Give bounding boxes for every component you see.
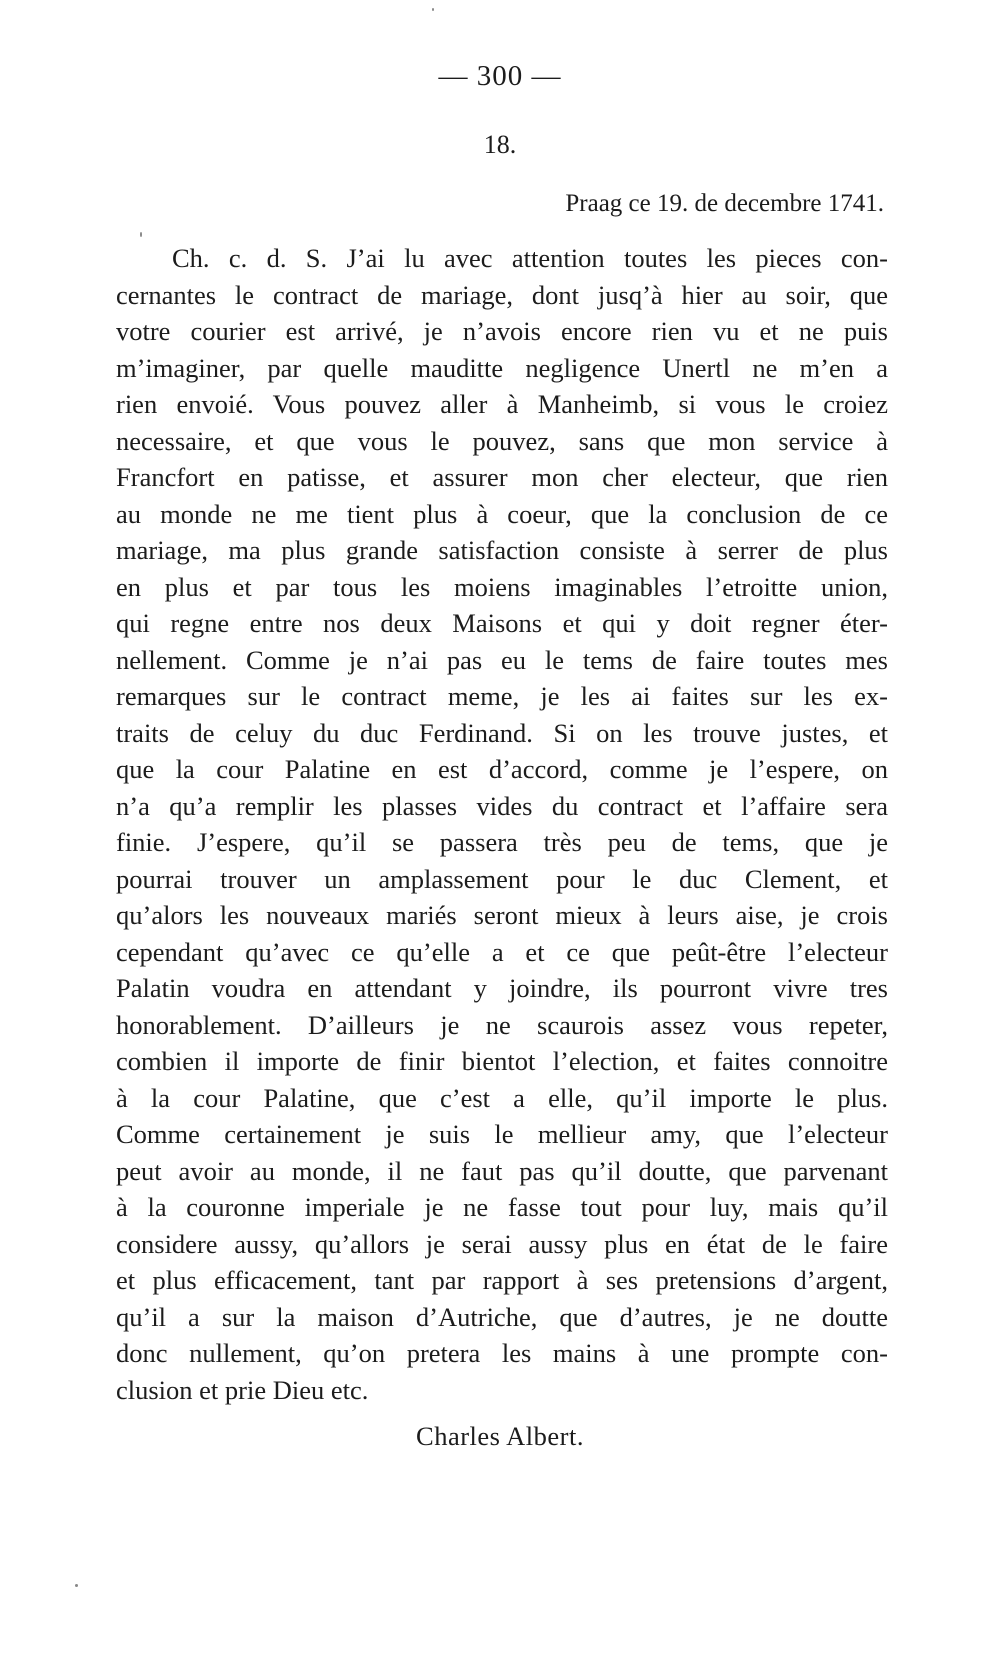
letter-number: 18.	[483, 130, 517, 159]
body-line: honorablement. D’ailleurs je ne scaurois assez vous repeter,	[116, 1009, 888, 1040]
body-line: Francfort en patisse, et assurer mon cher electeur, que rien	[116, 462, 888, 492]
scan-speck	[75, 1584, 78, 1587]
body-line: mariage, ma plus grande satisfaction consiste à serrer de plus	[116, 535, 888, 565]
body-line: en plus et par tous les moiens imaginables l’etroitte union,	[116, 571, 888, 602]
body-line: combien il importe de finir bientot l’election, et faites connoitre	[116, 1046, 888, 1076]
body-line: pourrai trouver un amplassement pour le duc Clement, et	[116, 863, 888, 894]
body-line: votre courier est arrivé, je n’avois encore rien vu et ne puis	[116, 316, 888, 346]
body-line: à la cour Palatine, que c’est a elle, qu’il importe le plus.	[116, 1082, 888, 1113]
body-line: remarques sur le contract meme, je les ai faites sur les ex-	[116, 681, 888, 711]
scan-speck	[140, 232, 142, 237]
body-line: donc nullement, qu’on pretera les mains à une prompte con-	[116, 1338, 888, 1368]
body-line: rien envoié. Vous pouvez aller à Manheimb, si vous le croiez	[116, 389, 888, 419]
body-line: peut avoir au monde, il ne faut pas qu’il doutte, que parvenant	[116, 1155, 888, 1186]
body-line: à la couronne imperiale je ne fasse tout pour luy, mais qu’il	[116, 1192, 888, 1222]
body-line: qu’alors les nouveaux mariés seront mieux à leurs aise, je crois	[116, 900, 888, 930]
body-line: cernantes le contract de mariage, dont jusq’à hier au soir, que	[116, 279, 888, 310]
body-line: necessaire, et que vous le pouvez, sans que mon service à	[116, 425, 888, 456]
body-line: Ch. c. d. S. J’ai lu avec attention toutes les pieces con-	[172, 243, 888, 273]
signature: Charles Albert.	[416, 1421, 584, 1451]
body-line: clusion et prie Dieu etc.	[116, 1374, 369, 1405]
body-line: qu’il a sur la maison d’Autriche, que d’autres, je ne doutte	[116, 1301, 888, 1332]
body-line: que la cour Palatine en est d’accord, comme je l’espere, on	[116, 754, 888, 784]
body-line: et plus efficacement, tant par rapport à ses pretensions d’argent,	[116, 1265, 888, 1295]
body-line: finie. J’espere, qu’il se passera très peu de tems, que je	[116, 827, 888, 857]
letter-body	[116, 240, 888, 1408]
body-line: au monde ne me tient plus à coeur, que la conclusion de ce	[116, 498, 888, 529]
body-line: Comme certainement je suis le mellieur amy, que l’electeur	[116, 1119, 888, 1149]
body-line: m’imaginer, par quelle mauditte negligence Unertl ne m’en a	[116, 352, 888, 383]
body-line: Palatin voudra en attendant y joindre, ils pourront vivre tres	[116, 973, 888, 1003]
scan-speck	[432, 8, 434, 11]
body-line: considere aussy, qu’allors je serai aussy plus en état de le faire	[116, 1228, 888, 1259]
body-line: traits de celuy du duc Ferdinand. Si on les trouve justes, et	[116, 717, 888, 748]
body-line: cependant qu’avec ce qu’elle a et ce que peût-être l’electeur	[116, 936, 888, 967]
body-line: nellement. Comme je n’ai pas eu le tems de faire toutes mes	[116, 644, 888, 675]
body-line: n’a qu’a remplir les plasses vides du contract et l’affaire sera	[116, 790, 888, 821]
page-number: — 300 —	[438, 60, 562, 92]
body-line: qui regne entre nos deux Maisons et qui y doit regner éter-	[116, 608, 888, 638]
dateline: Praag ce 19. de decembre 1741.	[565, 190, 884, 217]
